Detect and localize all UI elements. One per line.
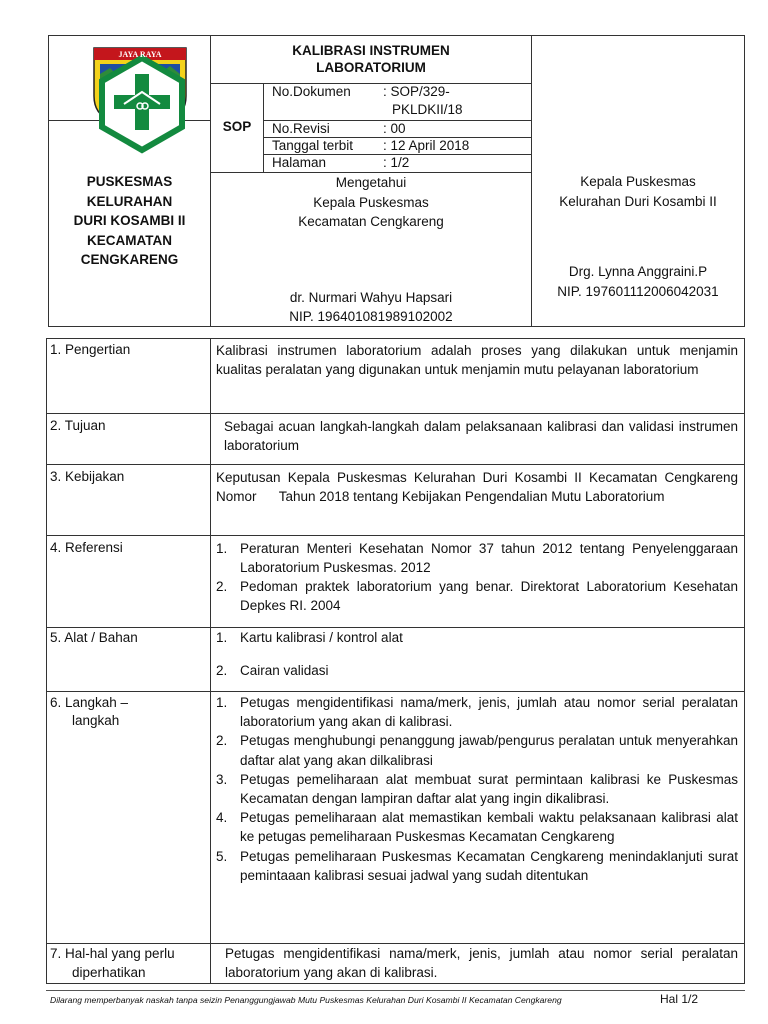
approver-line: Kepala Puskesmas [313,194,429,210]
list-item [216,847,738,885]
list-item [216,577,738,615]
head-line: Kepala Puskesmas [580,174,696,189]
logo-motto: JAYA RAYA [118,50,162,59]
meta-tanggal [272,137,353,154]
head-block [532,172,744,211]
meta-no-dokumen-value [383,83,463,119]
list-number: 1. [216,630,228,645]
section-list-langkah [216,693,738,885]
org-name [49,172,210,270]
list-number: 4. [216,810,228,826]
head-line: Kelurahan Duri Kosambi II [559,193,717,209]
head-name: Drg. Lynna Anggraini.P [568,264,708,279]
section-label-line: 6. Langkah – [50,695,129,710]
doc-title-line: LABORATORIUM [316,60,426,75]
section-list-alat-bahan [216,628,738,680]
approver-block [211,173,531,232]
section-label-referensi: 4. Referensi [50,540,123,555]
section-label-alat-bahan: 5. Alat / Bahan [50,630,138,645]
footer-divider [46,990,745,991]
org-line: CENGKARENG [80,252,179,267]
section-label-pengertian: 1. Pengertian [50,342,131,357]
list-item [216,539,738,577]
meta-no-revisi-value: : 00 [383,121,406,136]
list-text: Petugas pemeliharaan alat membuat surat permintaan kalibrasi ke Puskesmas Kecamatan dengan lampiran daftar alat yang ingin dikalibrasi. [240,771,738,807]
puskesmas-logo-icon [90,44,190,154]
section-label-line: langkah [72,713,120,728]
list-number: 2. [216,579,228,594]
org-line: KELURAHAN [86,193,173,209]
section-text-pengertian: Kalibrasi instrumen laboratorium adalah proses yang dilakukan untuk menjamin kualitas peralatan yang digunakan untuk menjamin mutu pelayanan laboratorium [216,343,738,377]
meta-label: No.Dokumen [272,84,351,99]
meta-label: Halaman [272,155,327,170]
approver-nip: NIP. 196401081989102002 [289,309,453,324]
logo [90,44,190,154]
list-number: 5. [216,848,228,864]
meta-label: Tanggal terbit [272,138,354,153]
doc-title-line: KALIBRASI INSTRUMEN [292,43,450,58]
list-item [216,731,738,769]
doc-title [211,42,531,76]
sop-label: SOP [222,119,252,134]
section-label-kebijakan: 3. Kebijakan [50,469,125,484]
list-text: Petugas mengidentifikasi nama/merk, jenis, jumlah atau nomor serial peralatan laboratorium yang akan di kalibrasi. [240,695,738,730]
section-label-langkah [50,694,128,730]
section-label-line: diperhatikan [72,965,146,980]
list-text: Cairan validasi [240,663,329,678]
list-text: Peraturan Menteri Kesehatan Nomor 37 tahun 2012 tentang Penyelenggaraan Laboratorium Puskesmas. 2012 [240,541,738,575]
meta-tanggal-value: : 12 April 2018 [383,138,470,153]
approver-line: Mengetahui [335,175,407,190]
list-text: Petugas pemeliharaan Puskesmas Kecamatan Cengkareng menindaklanjuti surat pemintaaan kalibrasi sesuai jadwal yang sudah ditentukan [240,848,738,883]
footer-note: Dilarang memperbanyak naskah tanpa seizin Penanggungjawab Mutu Puskesmas Kelurahan Duri Kosambi II Kecamatan Cengkareng [50,995,562,1005]
list-item [216,808,738,846]
meta-halaman-value: : 1/2 [383,155,410,170]
meta-no-revisi [272,120,330,137]
meta-value: : SOP/329- [383,84,450,99]
section-label-tujuan: 2. Tujuan [50,418,106,433]
meta-no-dokumen [272,83,351,101]
list-number: 2. [216,663,228,678]
list-item [216,628,738,647]
meta-label: No.Revisi [272,121,330,136]
meta-value: PKLDKII/18 [392,102,463,117]
org-line: DURI KOSAMBI II [73,213,186,228]
head-nip: NIP. 197601112006042031 [557,284,719,299]
list-number: 1. [216,541,228,556]
list-number: 2. [216,733,228,749]
section-text-perhatian: Petugas mengidentifikasi nama/merk, jenis, jumlah atau nomor serial peralatan laboratorium yang akan di kalibrasi. [225,946,738,980]
meta-halaman [272,154,326,171]
list-item [216,770,738,808]
list-number: 1. [216,695,228,710]
section-label-perhatian [50,944,175,982]
approver-line: Kecamatan Cengkareng [298,214,444,229]
list-text: Kartu kalibrasi / kontrol alat [240,630,403,645]
org-line: PUSKESMAS [86,174,173,189]
list-text: Pedoman praktek laboratorium yang benar. Direktorat Laboratorium Kesehatan Depkes RI. 2004 [240,579,738,613]
section-text-tujuan: Sebagai acuan langkah-langkah dalam pelaksanaan kalibrasi dan validasi instrumen laboratorium [224,419,738,453]
org-line: KECAMATAN [87,232,172,248]
list-text: Petugas pemeliharaan alat memastikan kembali waktu pelaksanaan kalibrasi alat ke petugas pemeliharaan Puskesmas Kecamatan Cengkareng [240,810,738,845]
section-label-line: 7. Hal-hal yang perlu [50,946,175,961]
section-list-referensi [216,539,738,615]
page-number: Hal 1/2 [660,992,699,1006]
approver-name: dr. Nurmari Wahyu Hapsari [289,290,453,305]
list-item [216,693,738,731]
section-text-kebijakan: Keputusan Kepala Puskesmas Kelurahan Duri Kosambi II Kecamatan Cengkareng Nomor Tahun 2018 tentang Kebijakan Pengendalian Mutu Laboratorium [216,470,742,504]
list-item [216,661,738,680]
list-text: Petugas menghubungi penanggung jawab/pengurus peralatan untuk menyerahkan daftar alat yang akan dilkalibrasi [240,733,738,768]
list-number: 3. [216,771,228,787]
